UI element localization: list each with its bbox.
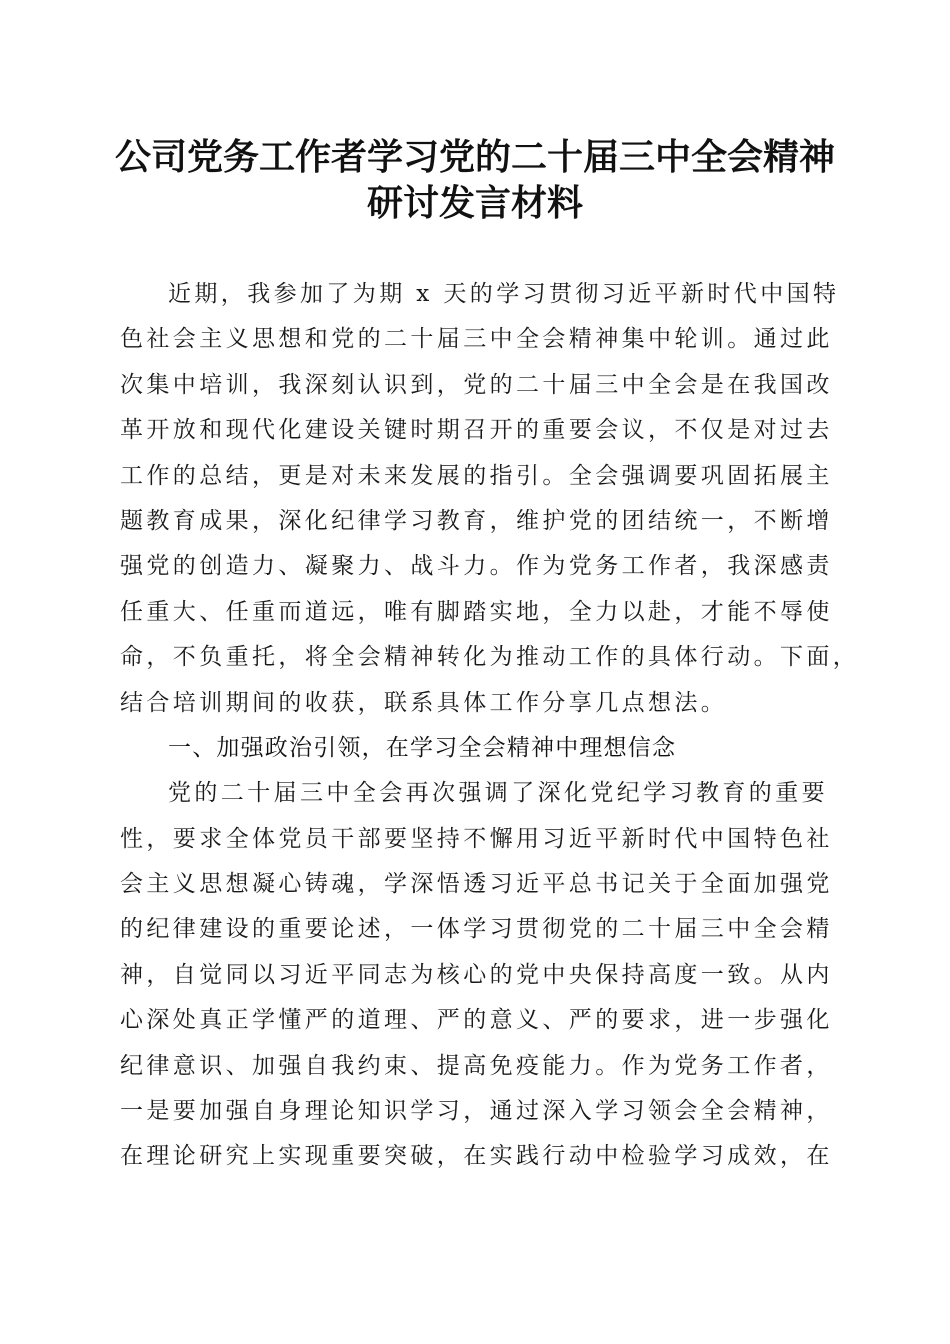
paragraph-line: 在理论研究上实现重要突破，在实践行动中检验学习成效，在 — [120, 1143, 833, 1170]
title-line-1: 公司党务工作者学习党的二十届三中全会精神 — [114, 136, 835, 178]
paragraph-line: 心深处真正学懂严的道理、严的意义、严的要求，进一步强化 — [120, 1007, 833, 1034]
paragraph-line: 题教育成果，深化纪律学习教育，维护党的团结统一，不断增 — [120, 507, 833, 534]
paragraph-line: 性，要求全体党员干部要坚持不懈用习近平新时代中国特色社 — [120, 825, 833, 852]
paragraph-line: 强党的创造力、凝聚力、战斗力。作为党务工作者，我深感责 — [120, 553, 833, 580]
document-title — [0, 134, 950, 226]
paragraph-line: 的纪律建设的重要论述，一体学习贯彻党的二十届三中全会精 — [120, 916, 833, 943]
document-body — [120, 272, 860, 1180]
paragraph-line: 命，不负重托，将全会精神转化为推动工作的具体行动。下面， — [120, 644, 860, 671]
paragraph-line: 色社会主义思想和党的二十届三中全会精神集中轮训。通过此 — [120, 326, 833, 353]
paragraph-line: 结合培训期间的收获，联系具体工作分享几点想法。 — [120, 689, 728, 716]
paragraph-line: 革开放和现代化建设关键时期召开的重要会议，不仅是对过去 — [120, 417, 833, 444]
paragraph-line: 纪律意识、加强自我约束、提高免疫能力。作为党务工作者， — [120, 1052, 833, 1079]
paragraph-line: 会主义思想凝心铸魂，学深悟透习近平总书记关于全面加强党 — [120, 871, 833, 898]
section-heading: 一、加强政治引领，在学习全会精神中理想信念 — [168, 734, 677, 761]
paragraph-line: 近期，我参加了为期 x 天的学习贯彻习近平新时代中国特 — [168, 281, 840, 307]
paragraph-line: 神，自觉同以习近平同志为核心的党中央保持高度一致。从内 — [120, 961, 833, 988]
paragraph-line: 工作的总结，更是对未来发展的指引。全会强调要巩固拓展主 — [120, 462, 833, 489]
paragraph-line: 次集中培训，我深刻认识到，党的二十届三中全会是在我国改 — [120, 371, 833, 398]
paragraph-line: 党的二十届三中全会再次强调了深化党纪学习教育的重要 — [168, 780, 828, 807]
title-line-2: 研讨发言材料 — [366, 182, 583, 224]
paragraph-line: 一是要加强自身理论知识学习，通过深入学习领会全会精神， — [120, 1098, 833, 1125]
paragraph-line: 任重大、任重而道远，唯有脚踏实地，全力以赴，才能不辱使 — [120, 598, 833, 625]
